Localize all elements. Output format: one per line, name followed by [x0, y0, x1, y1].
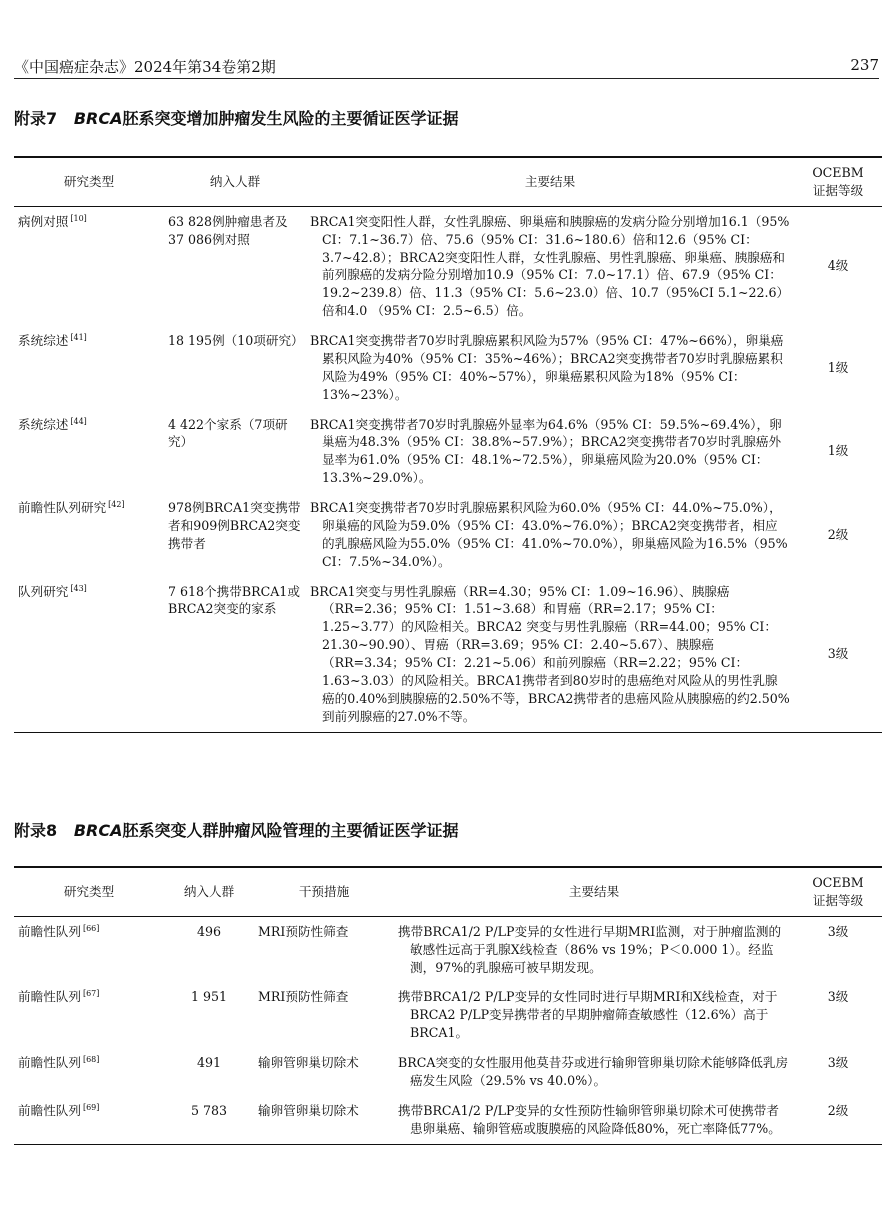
table-row [14, 410, 882, 494]
col-header-result: 主要结果 [568, 883, 620, 899]
reference: [68] [82, 1055, 100, 1064]
evidence-grade: 1级 [827, 359, 849, 375]
study-type-cell [14, 916, 164, 982]
reference: [66] [82, 923, 100, 933]
population: 491 [196, 1055, 222, 1070]
main-result: BRCA1突变携带者70岁时乳腺癌累积风险为57%（95% CI：47%~66%），卵巢癌累积风险为40%（95% CI：35%~46%）；BRCA2突变携带者70岁时乳腺癌累积风险为49%（95% CI：40%~57%），卵巢癌累积风险为18%（95% CI：13%~23%）。 [310, 333, 784, 402]
main-result: 携带BRCA1/2 P/LP变异的女性预防性输卵管卵巢切除术可使携带者患卵巢癌、输卵管癌或腹膜癌的风险降低80%，死亡率降低77%。 [398, 1102, 781, 1136]
study-type-cell [14, 326, 164, 410]
reference: [67] [82, 989, 100, 999]
main-result: 携带BRCA1/2 P/LP变异的女性同时进行早期MRI和X线检查，对于BRCA2 P/LP变异携带者的早期肿瘤筛查敏感性（12.6%）高于BRCA1。 [398, 989, 778, 1041]
table-row [14, 206, 882, 326]
reference: [10] [70, 213, 87, 223]
study-type: 前瞻性队列研究 [18, 500, 107, 516]
evidence-grade: 3级 [827, 646, 849, 662]
intervention: MRI预防性筛查 [258, 923, 349, 939]
table-row [14, 982, 882, 1048]
evidence-grade: 3级 [827, 923, 849, 939]
col-header-type: 研究类型 [63, 883, 115, 899]
appendix7-title: 附录7 BRCA胚系突变增加肿瘤发生风险的主要循证医学证据 [14, 109, 459, 128]
study-type-cell [14, 577, 164, 733]
reference: [44] [70, 416, 87, 426]
study-type: 前瞻性队列 [18, 1055, 81, 1071]
main-result: BRCA1突变携带者70岁时乳腺癌累积风险为60.0%（95% CI：44.0%~75.0%），卵巢癌的风险为59.0%（95% CI：43.0%~76.0%）；BRCA2突变携带者，相应的乳腺癌风险为55.0%（95% CI：41.0%~70.0%），卵巢癌风险为16.5%（95% CI：7.5%~34.0%）。 [310, 500, 788, 569]
page-number: 237 [850, 56, 879, 74]
table-row [14, 1096, 882, 1144]
study-type: 队列研究 [18, 583, 69, 599]
main-result: BRCA突变的女性服用他莫昔芬或进行输卵管卵巢切除术能够降低乳房癌发生风险（29.5% vs 40.0%）。 [398, 1055, 789, 1088]
col-header-result: 主要结果 [524, 173, 576, 189]
appendix7-table [14, 156, 882, 733]
intervention: 输卵管卵巢切除术 [258, 1102, 359, 1118]
col-header-population: 纳入人群 [183, 883, 235, 899]
population: 1 951 [190, 989, 228, 1005]
study-type-cell [14, 1096, 164, 1144]
col-header-type: 研究类型 [63, 173, 115, 189]
evidence-grade: 4级 [827, 258, 849, 274]
appendix8-table [14, 866, 882, 1145]
study-type-cell [14, 1048, 164, 1096]
table-row [14, 326, 882, 410]
study-type: 前瞻性队列 [18, 989, 81, 1005]
evidence-grade: 3级 [827, 1055, 849, 1070]
col-header-grade: OCEBM 证据等级 [812, 875, 864, 908]
study-type: 前瞻性队列 [18, 1102, 81, 1118]
reference: [42] [108, 500, 125, 509]
journal-name: 《中国癌症杂志》2024年第34卷第2期 [14, 58, 276, 76]
col-header-population: 纳入人群 [209, 173, 261, 189]
intervention: 输卵管卵巢切除术 [258, 1055, 359, 1070]
study-type-cell [14, 493, 164, 577]
main-result: 携带BRCA1/2 P/LP变异的女性进行早期MRI监测，对于肿瘤监测的敏感性远高于乳腺X线检查（86% vs 19%；P＜0.000 1）。经监测，97%的乳腺癌可被早期发现。 [398, 923, 782, 975]
study-type: 系统综述 [18, 333, 69, 349]
col-header-intervention: 干预措施 [298, 883, 350, 899]
study-type: 系统综述 [18, 416, 69, 432]
table-header-row [14, 867, 882, 916]
evidence-grade: 3级 [827, 989, 849, 1005]
intervention: MRI预防性筛查 [258, 989, 349, 1005]
study-type: 病例对照 [18, 213, 69, 229]
population: 978例BRCA1突变携带者和909例BRCA2突变携带者 [168, 500, 301, 551]
population: 63 828例肿瘤患者及37 086例对照 [168, 213, 288, 247]
study-type-cell [14, 982, 164, 1048]
main-result: BRCA1突变与男性乳腺癌（RR=4.30；95% CI：1.09~16.96）、胰腺癌（RR=2.36；95% CI：1.51~3.68）和胃癌（RR=2.17；95% CI：1.25~3.77）的风险相关。BRCA2 突变与男性乳腺癌（RR=44.00；95% CI：21.30~90.90）、胃癌（RR=3.69；95% CI：2.40~5.67）、胰腺癌（RR=3.34；95% CI：2.21~5.06）和前列腺癌（RR=2.22；95% CI：1.63~3.03）的风险相关。BRCA1携带者到80岁时的患癌绝对风险从的男性乳腺癌的0.40%到胰腺癌的2.50%不等，BRCA2携带者的患癌风险从胰腺癌的约2.50%到前列腺癌的27.0%不等。 [310, 583, 790, 724]
main-result: BRCA1突变携带者70岁时乳腺癌外显率为64.6%（95% CI：59.5%~69.4%），卵巢癌为48.3%（95% CI：38.8%~57.9%）；BRCA2突变携带者70岁时乳腺癌外显率为61.0%（95% CI：48.1%~72.5%），卵巢癌风险为20.0%（95% CI：13.3%~29.0%）。 [310, 416, 782, 486]
population: 4 422个家系（7项研究） [168, 416, 288, 450]
evidence-grade: 2级 [827, 526, 849, 542]
table-row [14, 493, 882, 577]
study-type-cell [14, 410, 164, 494]
table-row [14, 577, 882, 733]
table-row [14, 1048, 882, 1096]
table-header-row [14, 157, 882, 206]
reference: [69] [82, 1102, 100, 1112]
reference: [41] [70, 333, 87, 342]
main-result: BRCA1突变阳性人群，女性乳腺癌、卵巢癌和胰腺癌的发病分险分别增加16.1（95% CI：7.1~36.7）倍、75.6（95% CI：31.6~180.6）倍和12.6（95% CI：3.7~42.8）；BRCA2突变阳性人群，女性乳腺癌、男性乳腺癌、卵巢癌、胰腺癌和前列腺癌的发病分险分别增加10.9（95% CI：7.0~17.1）倍、67.9（95% CI：19.2~239.8）倍、11.3（95% CI：5.6~23.0）倍、10.7（95%CI 5.1~22.6）倍和4.0 （95% CI：2.5~6.5）倍。 [310, 213, 790, 319]
appendix8-title: 附录8 BRCA胚系突变人群肿瘤风险管理的主要循证医学证据 [14, 821, 459, 840]
reference: [43] [70, 583, 87, 593]
col-header-grade: OCEBM 证据等级 [812, 165, 864, 198]
study-type: 前瞻性队列 [18, 923, 81, 939]
population: 5 783 [190, 1102, 228, 1118]
evidence-grade: 1级 [827, 443, 849, 459]
table-row [14, 916, 882, 982]
population: 7 618个携带BRCA1或BRCA2突变的家系 [168, 583, 300, 617]
header-rule [14, 78, 879, 79]
population: 496 [196, 923, 222, 939]
study-type-cell [14, 206, 164, 326]
evidence-grade: 2级 [827, 1102, 849, 1118]
population: 18 195例（10项研究） [168, 333, 304, 348]
